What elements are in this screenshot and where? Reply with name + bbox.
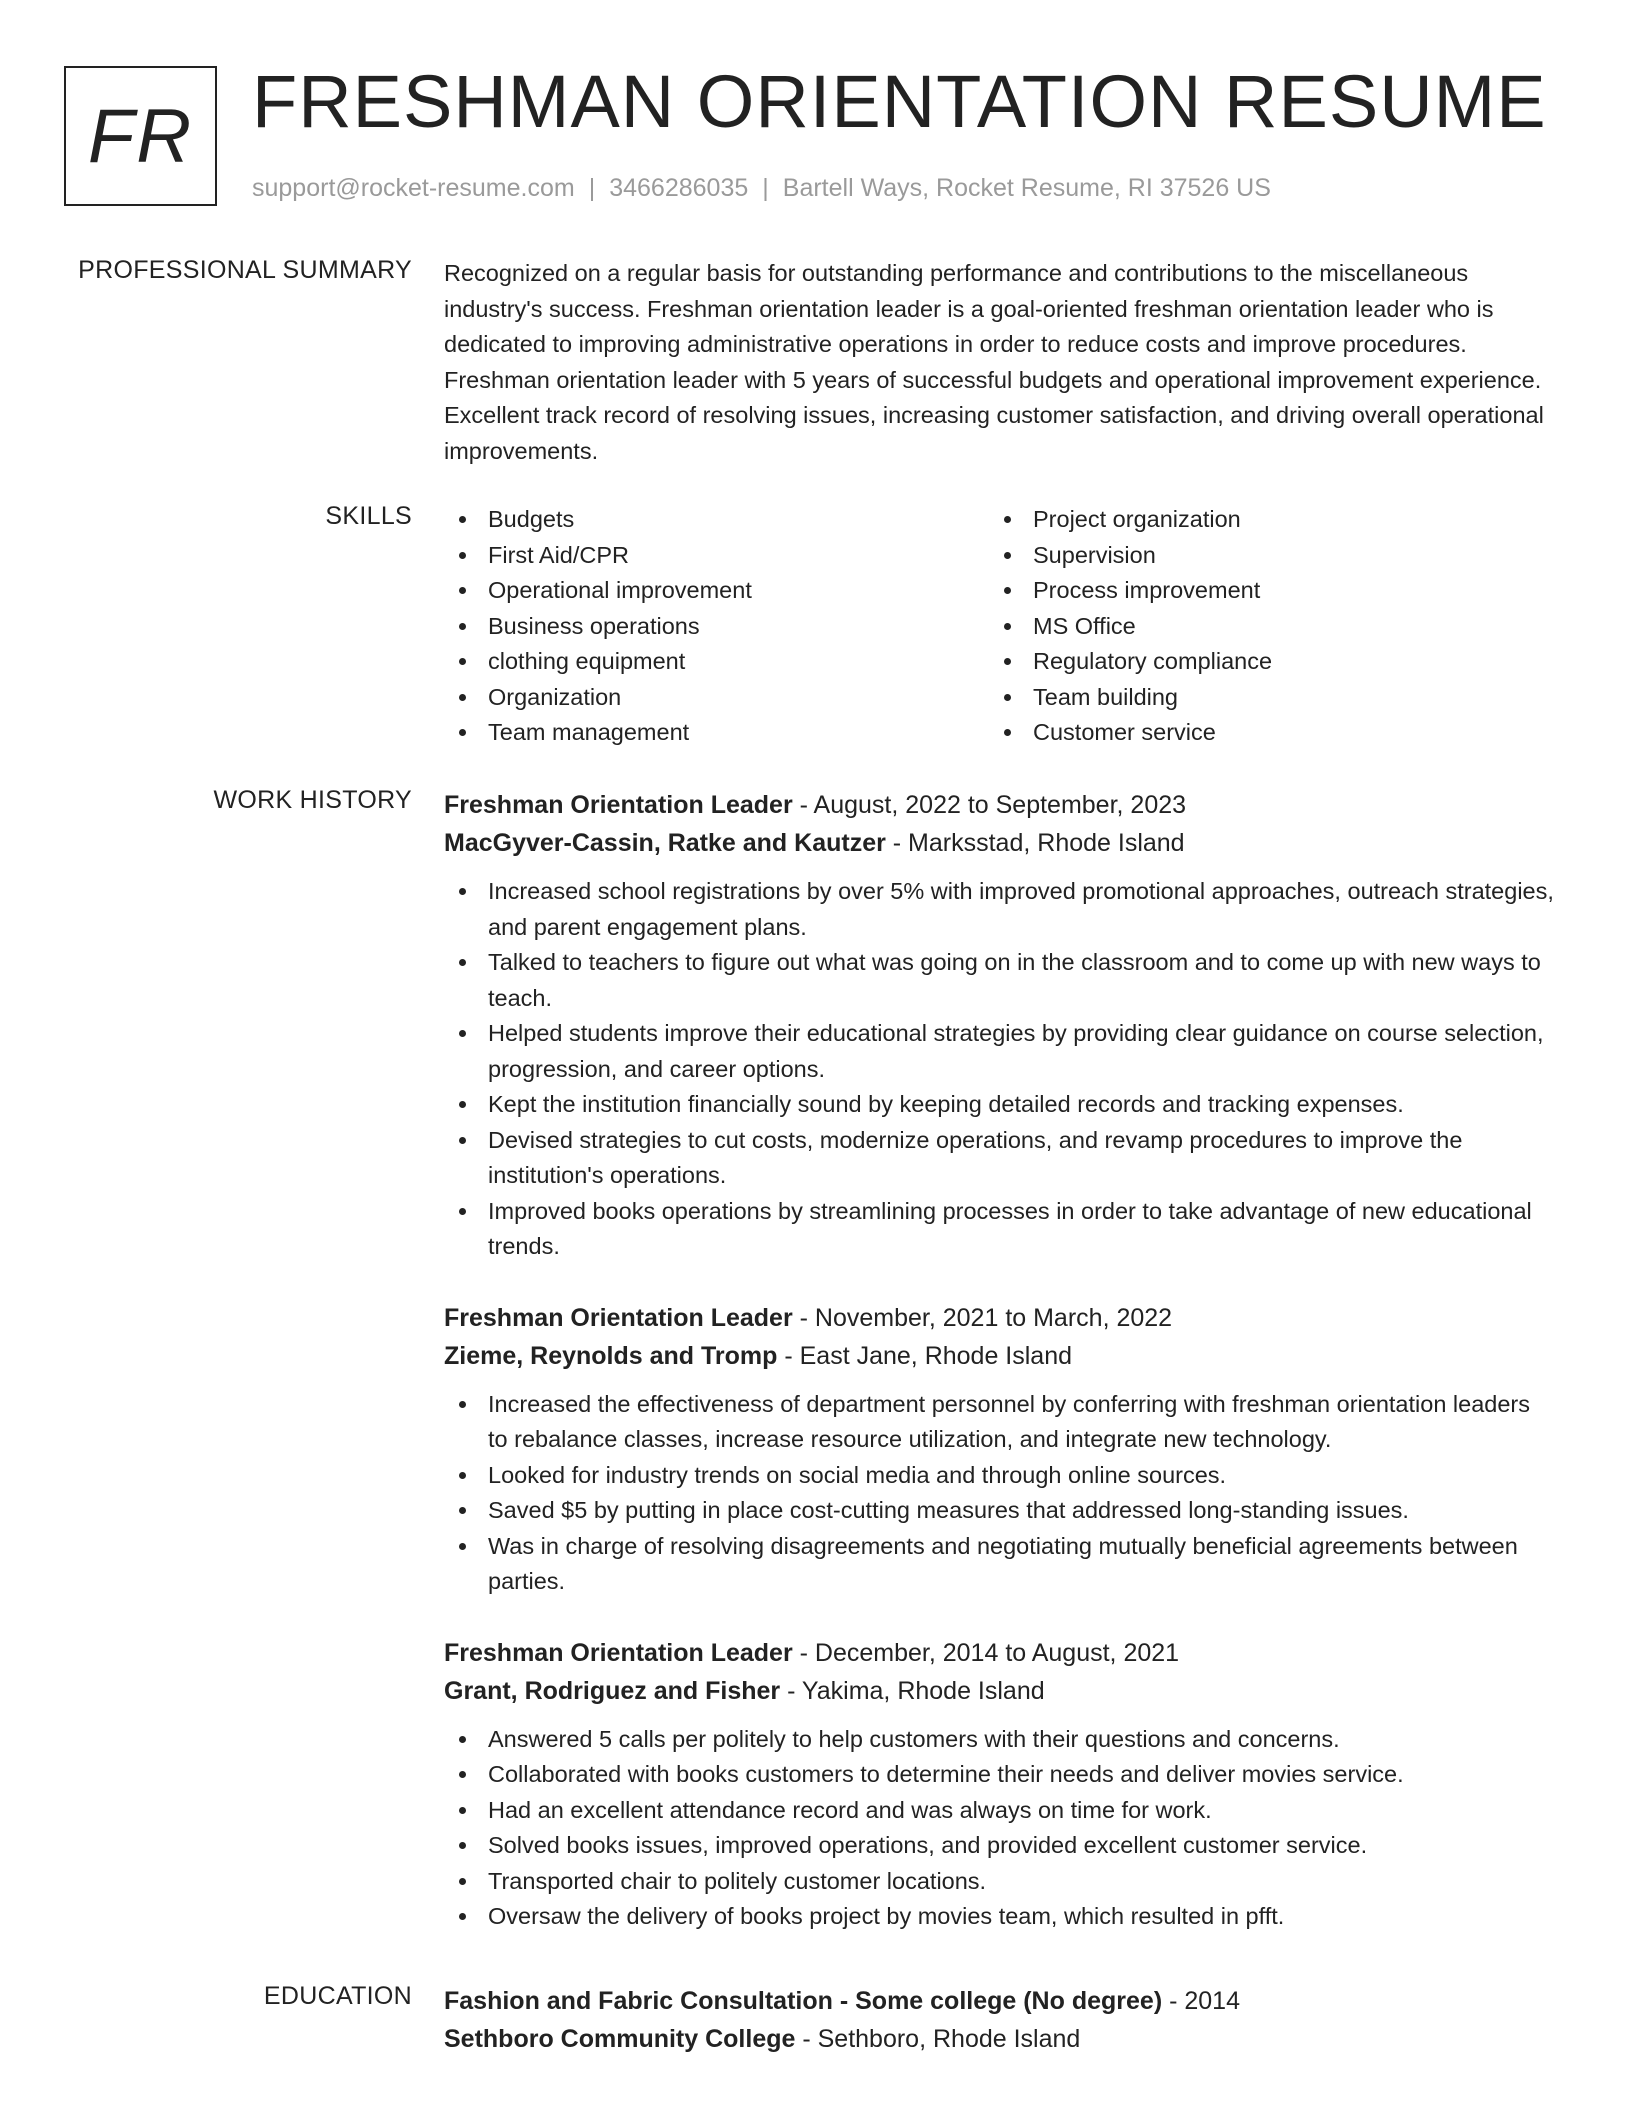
job-bullet: Improved books operations by streamlining processes in order to take advantage of new educational trends. — [444, 1194, 1554, 1265]
skills-heading: SKILLS — [325, 502, 412, 530]
degree-line — [444, 1982, 1554, 2020]
job-company-line — [444, 824, 1554, 862]
job-company: Zieme, Reynolds and Tromp — [444, 1341, 778, 1370]
job-bullet: Increased the effectiveness of department personnel by conferring with freshman orientation leaders to rebalance classes, increase resource utilization, and integrate new technology. — [444, 1387, 1554, 1458]
job-dates: - August, 2022 to September, 2023 — [792, 791, 1187, 819]
degree-name: Fashion and Fabric Consultation - Some college (No degree) — [444, 1987, 1163, 2015]
job-location: - East Jane, Rhode Island — [777, 1341, 1073, 1370]
job-title: Freshman Orientation Leader — [444, 791, 793, 819]
skill-item: Project organization — [989, 502, 1534, 538]
job-company: MacGyver-Cassin, Ratke and Kautzer — [444, 829, 886, 857]
skill-item: clothing equipment — [444, 644, 989, 680]
job-bullet: Helped students improve their educational strategies by providing clear guidance on course selection, progression, and career options. — [444, 1016, 1554, 1087]
job-location: - Marksstad, Rhode Island — [885, 829, 1185, 857]
skill-item: Organization — [444, 680, 989, 716]
job-bullet: Answered 5 calls per politely to help customers with their questions and concerns. — [444, 1722, 1554, 1758]
degree-year: - 2014 — [1162, 1987, 1240, 2015]
job-title: Freshman Orientation Leader — [444, 1638, 793, 1667]
job-title-line — [444, 786, 1554, 824]
job-bullets — [444, 1387, 1554, 1600]
work-history-body — [444, 786, 1554, 1969]
work-history-heading: WORK HISTORY — [213, 786, 412, 814]
skill-item: Team building — [989, 680, 1534, 716]
contact-address: Bartell Ways, Rocket Resume, RI 37526 US — [782, 174, 1271, 202]
job-bullet: Solved books issues, improved operations, and provided excellent customer service. — [444, 1828, 1554, 1864]
school-name: Sethboro Community College — [444, 2025, 796, 2053]
skill-item: First Aid/CPR — [444, 538, 989, 574]
skills-column-left — [444, 502, 989, 751]
job-entry — [444, 1299, 1554, 1600]
job-company: Grant, Rodriguez and Fisher — [444, 1676, 781, 1705]
job-entry — [444, 1634, 1554, 1935]
resume-header — [64, 60, 1592, 208]
summary-text: Recognized on a regular basis for outstanding performance and contributions to the miscellaneous industry's success. Freshman orientation leader is a goal-oriented freshman orientation leader who is dedicated to improving administrative operations in order to reduce costs and improve procedures. Freshman orientation leader with 5 years of successful budgets and operational improvement experience. Excellent track record of resolving issues, increasing customer satisfaction, and driving overall operational improvements. — [444, 260, 1544, 464]
skill-item: MS Office — [989, 609, 1534, 645]
job-dates: - November, 2021 to March, 2022 — [792, 1303, 1173, 1332]
skill-item: Customer service — [989, 715, 1534, 751]
school-location: - Sethboro, Rhode Island — [795, 2025, 1081, 2053]
contact-separator: | — [762, 174, 769, 202]
job-bullet: Was in charge of resolving disagreements and negotiating mutually beneficial agreements between parties. — [444, 1529, 1554, 1600]
education-body — [444, 1982, 1554, 2058]
skills-columns — [444, 502, 1554, 751]
job-title-line — [444, 1634, 1554, 1672]
job-bullet: Had an excellent attendance record and was always on time for work. — [444, 1793, 1554, 1829]
skill-item: Business operations — [444, 609, 989, 645]
job-bullet: Looked for industry trends on social media and through online sources. — [444, 1458, 1554, 1494]
summary-body — [444, 256, 1554, 469]
skill-item: Operational improvement — [444, 573, 989, 609]
job-dates: - December, 2014 to August, 2021 — [792, 1638, 1180, 1667]
job-bullet: Transported chair to politely customer locations. — [444, 1864, 1554, 1900]
job-company-line — [444, 1672, 1554, 1710]
job-bullet: Devised strategies to cut costs, modernize operations, and revamp procedures to improve the institution's operations. — [444, 1123, 1554, 1194]
job-bullet: Kept the institution financially sound by keeping detailed records and tracking expenses. — [444, 1087, 1554, 1123]
job-bullet: Oversaw the delivery of books project by movies team, which resulted in pfft. — [444, 1899, 1554, 1935]
monogram-logo: FR — [64, 66, 217, 206]
contact-separator: | — [588, 174, 596, 202]
resume-title: FRESHMAN ORIENTATION RESUME — [252, 60, 1547, 143]
job-entry — [444, 786, 1554, 1265]
skill-item: Supervision — [989, 538, 1534, 574]
job-title: Freshman Orientation Leader — [444, 1303, 793, 1332]
job-bullets — [444, 874, 1554, 1265]
job-bullet: Collaborated with books customers to determine their needs and deliver movies service. — [444, 1757, 1554, 1793]
job-bullet: Saved $5 by putting in place cost-cutting measures that addressed long-standing issues. — [444, 1493, 1554, 1529]
contact-email: support@rocket-resume.com — [252, 174, 575, 202]
job-location: - Yakima, Rhode Island — [780, 1676, 1045, 1705]
job-bullet: Talked to teachers to figure out what was going on in the classroom and to come up with new ways to teach. — [444, 945, 1554, 1016]
education-heading: EDUCATION — [263, 1982, 412, 2010]
skill-item: Regulatory compliance — [989, 644, 1534, 680]
job-bullets — [444, 1722, 1554, 1935]
job-company-line — [444, 1337, 1554, 1375]
summary-heading: PROFESSIONAL SUMMARY — [78, 256, 412, 284]
skills-column-right — [989, 502, 1534, 751]
skill-item: Budgets — [444, 502, 989, 538]
contact-line — [252, 174, 1271, 203]
job-bullet: Increased school registrations by over 5% with improved promotional approaches, outreach strategies, and parent engagement plans. — [444, 874, 1554, 945]
skill-item: Process improvement — [989, 573, 1534, 609]
skills-body — [444, 502, 1554, 751]
skill-item: Team management — [444, 715, 989, 751]
school-line — [444, 2020, 1554, 2058]
contact-phone: 3466286035 — [609, 174, 749, 202]
job-title-line — [444, 1299, 1554, 1337]
